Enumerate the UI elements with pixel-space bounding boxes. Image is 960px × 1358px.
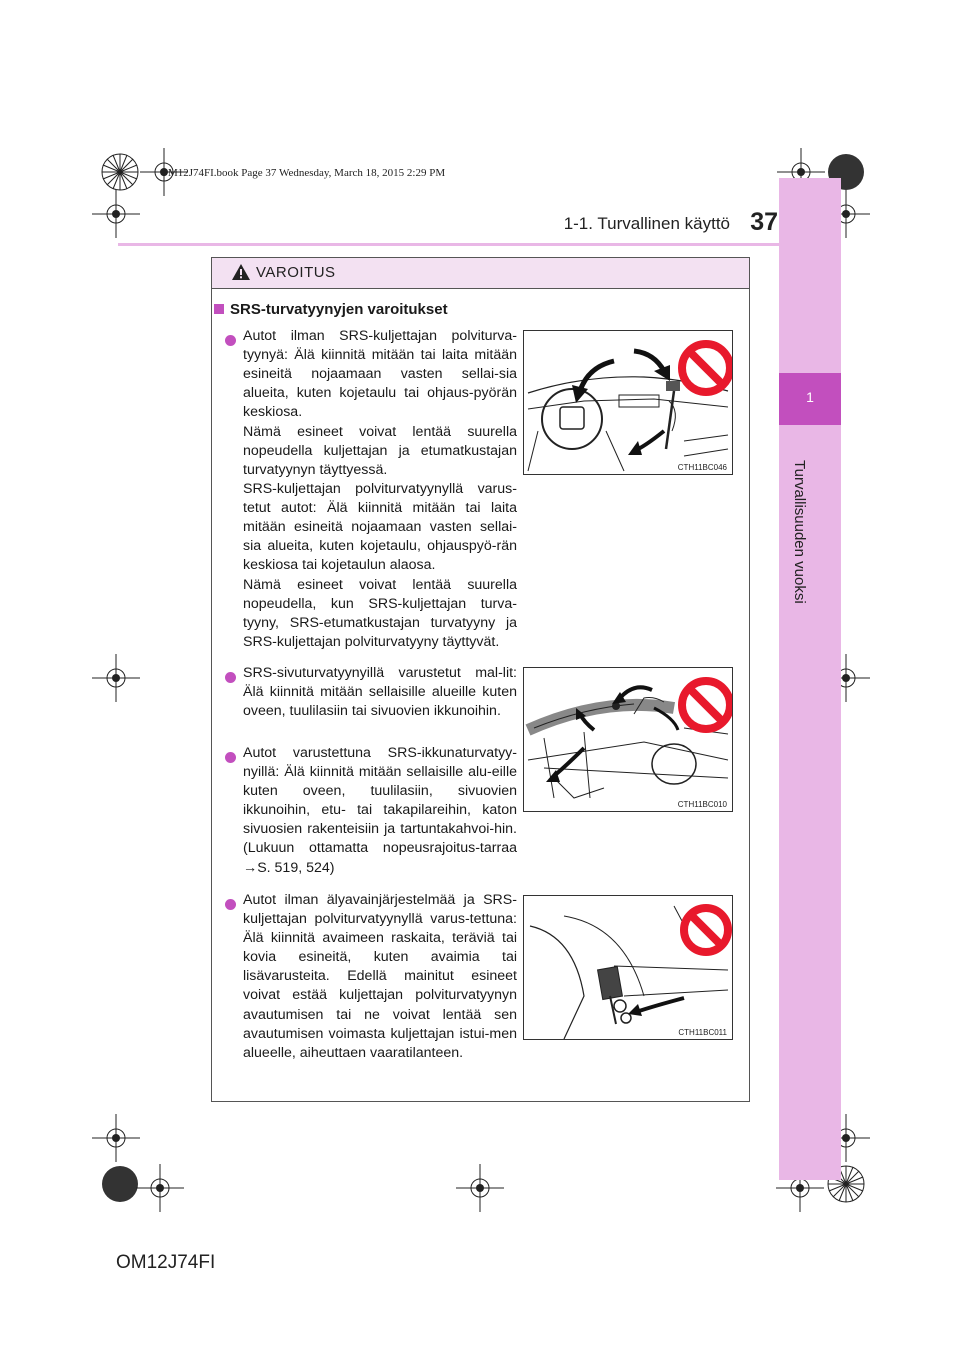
- warning-item: Autot varustettuna SRS-ikkunaturvatyy-nyillä: Älä kiinnitä mitään sellaisille alu-eille kuten oveen, tuulilasiin, sivuovien ikkunoihin, etu- tai takapilareihin, katon sivuosien rakenteisiin ja tartuntakahvoi-hin. (Lukuun ottamatta nopeusrajoitus-tarraa →S. 519, 524): [243, 745, 517, 876]
- crosshair-mark: [92, 1114, 140, 1167]
- header-rule: [118, 243, 838, 246]
- square-bullet-icon: [214, 304, 224, 314]
- warning-title: VAROITUS: [256, 264, 336, 281]
- figure-code: CTH11BC046: [677, 463, 727, 472]
- crosshair-mark: [136, 1164, 184, 1217]
- warning-item: Nämä esineet voivat lentää suurella nopeudella kuljettajan ja etumatkustajan turvatyynyn täyttyessä.: [243, 424, 517, 479]
- key-illustration: [523, 895, 733, 1040]
- bullet-icon: [225, 672, 236, 683]
- bullet-icon: [225, 335, 236, 346]
- manual-code: OM12J74FI: [116, 1252, 216, 1273]
- bullet-icon: [225, 752, 236, 763]
- warning-item: SRS-sivuturvatyynyillä varustetut mal-lit: Älä kiinnitä mitään sellaisille alueille kuten oveen, tuulilasiin tai sivuovien ikkunoihin.: [243, 665, 517, 720]
- warning-triangle-icon: [231, 263, 251, 281]
- dashboard-illustration: [523, 330, 733, 475]
- chapter-tab: [779, 178, 841, 1180]
- warning-section-label: SRS-turvatyynyjen varoitukset: [230, 301, 448, 318]
- warning-item: Autot ilman SRS-kuljettajan polviturva-tyynyä: Älä kiinnitä mitään tai laita mitään esineitä nojaamaan vasten sellai-sia alueita, kuten kojetaulu tai ohjaus-pyörän keskiosa.: [243, 328, 517, 421]
- figure-code: CTH11BC011: [678, 1028, 727, 1037]
- warning-item: Autot ilman älyavainjärjestelmää ja SRS-kuljettajan polviturvatyynyllä varus-tettuna: Älä kiinnitä avaimeen raskaita, teräviä tai kovia esineitä, kuten avaimia tai lisävarusteita. Edellä mainitut esineet voivat estää kuljettajan polviturvatyynyn avautumisen tai ne voivat lentää sen avautumisen voimasta kuljettajan istui-men alueelle, aiheuttaen vaaratilanteen.: [243, 892, 517, 1061]
- book-stamp: OM12J74FI.book Page 37 Wednesday, March 18, 2015 2:29 PM: [160, 167, 446, 179]
- crosshair-mark: [92, 190, 140, 243]
- chapter-title: Turvallisuuden vuoksi: [791, 460, 808, 604]
- warning-item: Nämä esineet voivat lentää suurella nopeudella, kun SRS-kuljettajan turva-tyyny, SRS-etumatkustajan turvatyyny ja SRS-kuljettajan polviturvatyyny täyttyvät.: [243, 577, 517, 651]
- page-number: 37: [750, 208, 778, 236]
- crosshair-mark: [92, 654, 140, 707]
- warning-item: SRS-kuljettajan polviturvatyynyllä varus-tetut autot: Älä kiinnitä mitään tai laita mitään esineitä nojaamaan vasten sellai-sia alueita, kuten kojetaulu, ohjauspyö-rän keskiosa tai kojetaulun alaosa.: [243, 481, 517, 574]
- crosshair-mark: [456, 1164, 504, 1217]
- warning-header: [212, 258, 749, 289]
- side-window-illustration: [523, 667, 733, 812]
- bullet-icon: [225, 899, 236, 910]
- warning-section-title: [214, 301, 448, 318]
- chapter-number: 1: [806, 389, 814, 405]
- figure-code: CTH11BC010: [677, 800, 727, 809]
- section-title: 1-1. Turvallinen käyttö: [563, 214, 730, 233]
